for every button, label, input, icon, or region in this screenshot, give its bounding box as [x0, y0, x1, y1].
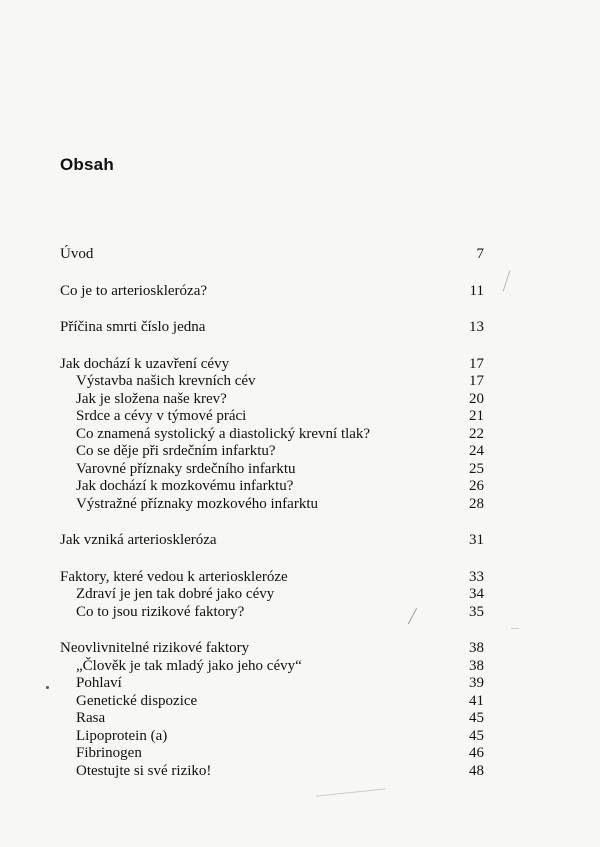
- toc-section: [60, 640, 484, 780]
- toc-entry: [60, 640, 484, 658]
- toc-page-number: 20: [469, 390, 484, 407]
- toc-entry-title: Jak dochází k mozkovému infarktu?: [76, 478, 294, 494]
- toc-subentry: [60, 710, 484, 728]
- toc-entry-title: Neovlivnitelné rizikové faktory: [60, 640, 250, 656]
- toc-entry: [60, 283, 484, 301]
- toc-page-number: 17: [469, 355, 484, 372]
- toc-entry-title: Příčina smrti číslo jedna: [60, 319, 206, 335]
- toc-page-number: 45: [469, 727, 484, 744]
- toc-entry-title: Lipoprotein (a): [76, 727, 168, 744]
- toc-page-number: 11: [469, 282, 484, 299]
- toc-entry-title: Co se děje při srdečním infarktu?: [76, 443, 276, 459]
- toc-section: [60, 319, 484, 337]
- toc-page-number: 41: [469, 692, 484, 709]
- scan-mark: [511, 628, 519, 629]
- toc-entry-title: Jak je složena naše krev?: [76, 390, 227, 407]
- scan-mark: [503, 270, 511, 291]
- toc-subentry: [60, 745, 484, 763]
- toc-subentry: [60, 763, 484, 781]
- toc-page-number: 17: [469, 373, 484, 389]
- toc-entry-title: Otestujte si své riziko!: [76, 762, 212, 779]
- toc-entry: [60, 319, 484, 337]
- toc-page-number: 7: [476, 246, 484, 262]
- toc-page-number: 48: [469, 762, 484, 779]
- toc-page-number: 34: [469, 586, 484, 602]
- toc-page-number: 28: [469, 495, 484, 512]
- table-of-contents: [60, 246, 484, 799]
- toc-page-number: 38: [469, 657, 484, 674]
- toc-entry: [60, 356, 484, 374]
- toc-page-number: 33: [469, 568, 484, 585]
- toc-section: [60, 283, 484, 301]
- toc-entry-title: Úvod: [60, 246, 94, 262]
- toc-page-number: 21: [469, 408, 484, 424]
- toc-entry-title: Zdraví je jen tak dobré jako cévy: [76, 586, 275, 602]
- scan-mark: [46, 686, 49, 689]
- toc-page-number: 39: [469, 675, 484, 691]
- toc-entry-title: Rasa: [76, 710, 106, 726]
- toc-subentry: [60, 675, 484, 693]
- toc-subentry: [60, 426, 484, 444]
- toc-subentry: [60, 693, 484, 711]
- toc-entry-title: Jak vzniká arterioskleróza: [60, 532, 217, 548]
- toc-page-number: 22: [469, 425, 484, 442]
- toc-entry-title: Genetické dispozice: [76, 692, 198, 709]
- toc-page-number: 35: [469, 603, 484, 620]
- toc-page-number: 46: [469, 745, 484, 761]
- toc-subentry: [60, 391, 484, 409]
- toc-entry-title: Srdce a cévy v týmové práci: [76, 408, 247, 424]
- toc-subentry: [60, 658, 484, 676]
- toc-heading: Obsah: [60, 155, 114, 174]
- toc-page-number: 13: [469, 319, 484, 335]
- toc-subentry: [60, 496, 484, 514]
- toc-subentry: [60, 443, 484, 461]
- toc-subentry: [60, 604, 484, 622]
- toc-entry-title: Faktory, které vedou k arterioskleróze: [60, 568, 288, 585]
- toc-subentry: [60, 478, 484, 496]
- toc-page-number: 26: [469, 478, 484, 494]
- toc-subentry: [60, 728, 484, 746]
- toc-entry: [60, 246, 484, 264]
- toc-entry-title: Co znamená systolický a diastolický krevní tlak?: [76, 425, 371, 442]
- toc-subentry: [60, 408, 484, 426]
- toc-subentry: [60, 586, 484, 604]
- toc-entry-title: Varovné příznaky srdečního infarktu: [76, 460, 296, 477]
- toc-entry-title: Pohlaví: [76, 675, 122, 691]
- toc-section: [60, 356, 484, 514]
- toc-subentry: [60, 373, 484, 391]
- toc-page-number: 45: [469, 710, 484, 726]
- toc-subentry: [60, 461, 484, 479]
- toc-page-number: 31: [469, 532, 484, 548]
- toc-entry-title: Výstražné příznaky mozkového infarktu: [76, 495, 318, 512]
- toc-page-number: 38: [469, 640, 484, 656]
- toc-section: [60, 246, 484, 264]
- toc-entry-title: Co je to arterioskleróza?: [60, 282, 208, 299]
- toc-entry-title: Výstavba našich krevních cév: [76, 373, 256, 389]
- toc-page-number: 24: [469, 443, 484, 459]
- toc-section: [60, 532, 484, 550]
- toc-page-number: 25: [469, 460, 484, 477]
- toc-section: [60, 569, 484, 622]
- toc-entry-title: Jak dochází k uzavření cévy: [60, 355, 230, 372]
- toc-entry-title: Co to jsou rizikové faktory?: [76, 603, 245, 620]
- toc-entry-title: Fibrinogen: [76, 745, 142, 761]
- toc-entry: [60, 532, 484, 550]
- toc-entry: [60, 569, 484, 587]
- toc-entry-title: „Člověk je tak mladý jako jeho cévy“: [76, 657, 302, 674]
